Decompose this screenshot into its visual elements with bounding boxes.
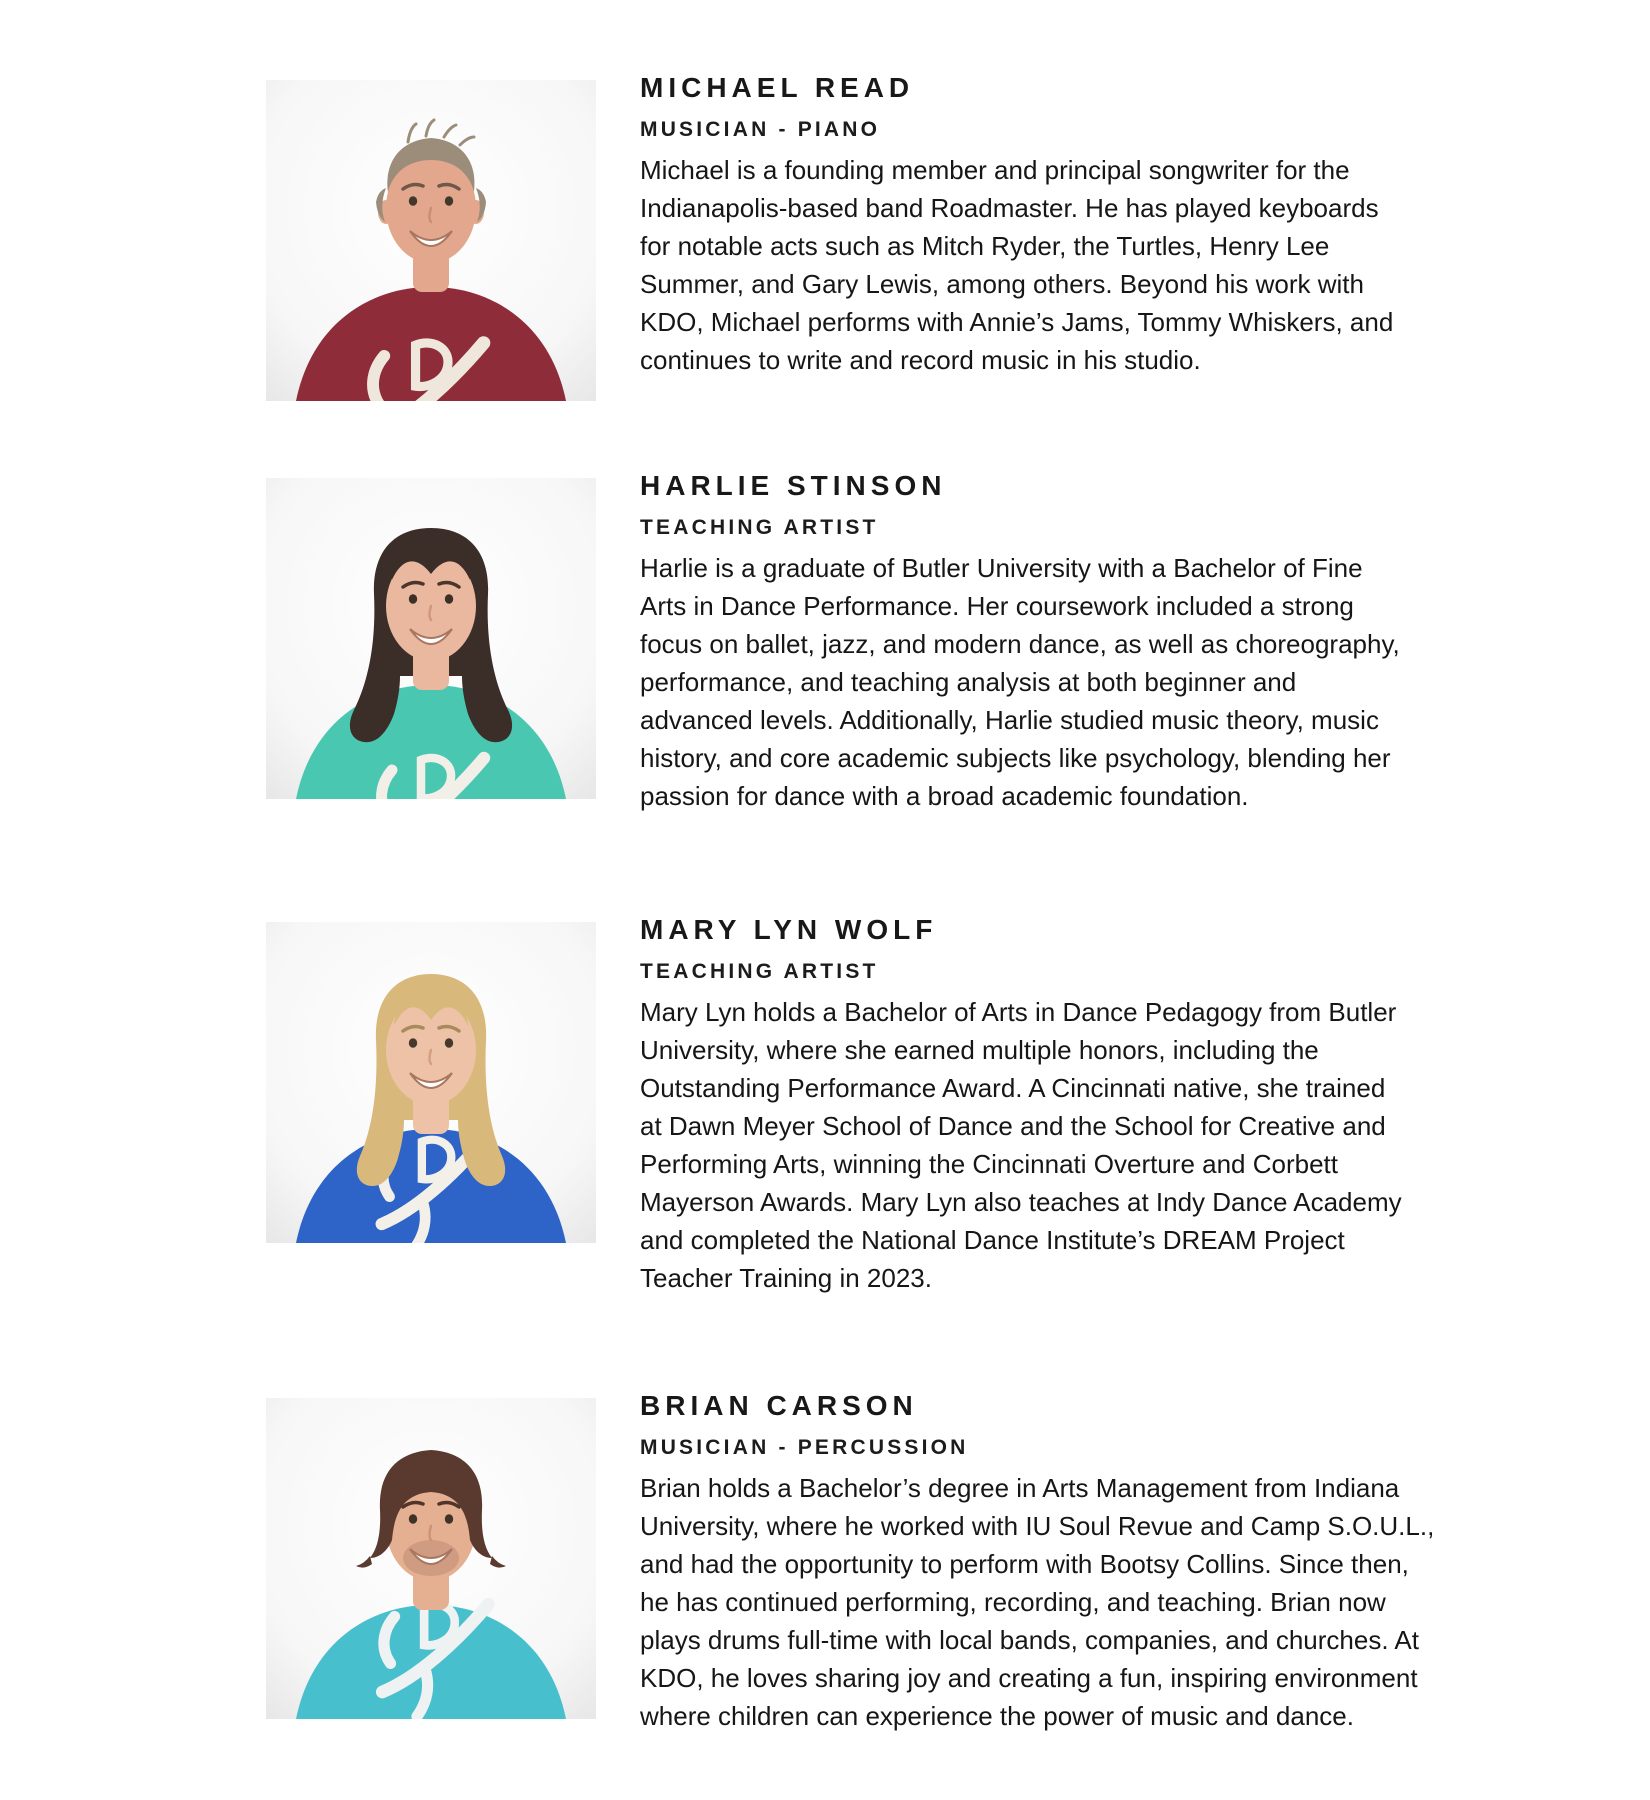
bio-line: Harlie is a graduate of Butler University with a Bachelor of Fine [640, 553, 1363, 583]
bio-line: passion for dance with a broad academic foundation. [640, 781, 1249, 811]
member-bio [640, 993, 1402, 1297]
bio-line: Michael is a founding member and principal songwriter for the [640, 155, 1350, 185]
bio-line: KDO, Michael performs with Annie’s Jams, Tommy Whiskers, and [640, 307, 1394, 337]
bio-line: for notable acts such as Mitch Ryder, the Turtles, Henry Lee [640, 231, 1330, 261]
team-member-card [0, 469, 1650, 814]
bio-line: Performing Arts, winning the Cincinnati Overture and Corbett [640, 1149, 1339, 1179]
bio-line: Brian holds a Bachelor’s degree in Arts Management from Indiana [640, 1473, 1400, 1503]
member-info [640, 71, 1550, 375]
member-name: HARLIE STINSON [640, 470, 947, 501]
member-role: TEACHING ARTIST [640, 516, 879, 539]
member-photo [266, 80, 596, 401]
member-info [640, 1389, 1550, 1731]
bio-line: Mary Lyn holds a Bachelor of Arts in Dance Pedagogy from Butler [640, 997, 1397, 1027]
team-member-card [0, 913, 1650, 1293]
member-name: MARY LYN WOLF [640, 914, 938, 945]
bio-line: University, where he worked with IU Soul Revue and Camp S.O.U.L., [640, 1511, 1435, 1541]
bio-line: Arts in Dance Performance. Her coursework included a strong [640, 591, 1354, 621]
bio-line: plays drums full-time with local bands, companies, and churches. At [640, 1625, 1419, 1655]
bio-line: Summer, and Gary Lewis, among others. Beyond his work with [640, 269, 1364, 299]
bio-line: at Dawn Meyer School of Dance and the School for Creative and [640, 1111, 1386, 1141]
member-name: BRIAN CARSON [640, 1390, 918, 1421]
member-name: MICHAEL READ [640, 72, 915, 103]
member-role: TEACHING ARTIST [640, 960, 879, 983]
bio-line: and had the opportunity to perform with Bootsy Collins. Since then, [640, 1549, 1409, 1579]
member-photo [266, 478, 596, 799]
team-member-card [0, 71, 1650, 416]
member-role: MUSICIAN - PIANO [640, 118, 881, 141]
bio-line: Outstanding Performance Award. A Cincinnati native, she trained [640, 1073, 1386, 1103]
bio-line: Indianapolis-based band Roadmaster. He has played keyboards [640, 193, 1379, 223]
bio-line: and completed the National Dance Institute’s DREAM Project [640, 1225, 1345, 1255]
bio-line: where children can experience the power of music and dance. [640, 1701, 1354, 1731]
bio-line: KDO, he loves sharing joy and creating a fun, inspiring environment [640, 1663, 1418, 1693]
bio-line: focus on ballet, jazz, and modern dance, as well as choreography, [640, 629, 1400, 659]
bio-line: history, and core academic subjects like psychology, blending her [640, 743, 1391, 773]
bio-line: Teacher Training in 2023. [640, 1263, 932, 1293]
member-photo [266, 922, 596, 1243]
member-role: MUSICIAN - PERCUSSION [640, 1436, 969, 1459]
bio-line: continues to write and record music in his studio. [640, 345, 1201, 375]
bio-line: Mayerson Awards. Mary Lyn also teaches at Indy Dance Academy [640, 1187, 1402, 1217]
team-member-card [0, 1389, 1650, 1734]
member-bio [640, 151, 1393, 379]
member-bio [640, 549, 1400, 815]
member-info [640, 469, 1550, 811]
member-photo [266, 1398, 596, 1719]
member-bio [640, 1469, 1434, 1735]
bio-line: performance, and teaching analysis at both beginner and [640, 667, 1297, 697]
member-info [640, 913, 1550, 1293]
bio-line: he has continued performing, recording, and teaching. Brian now [640, 1587, 1386, 1617]
bio-line: University, where she earned multiple honors, including the [640, 1035, 1319, 1065]
bio-line: advanced levels. Additionally, Harlie studied music theory, music [640, 705, 1379, 735]
